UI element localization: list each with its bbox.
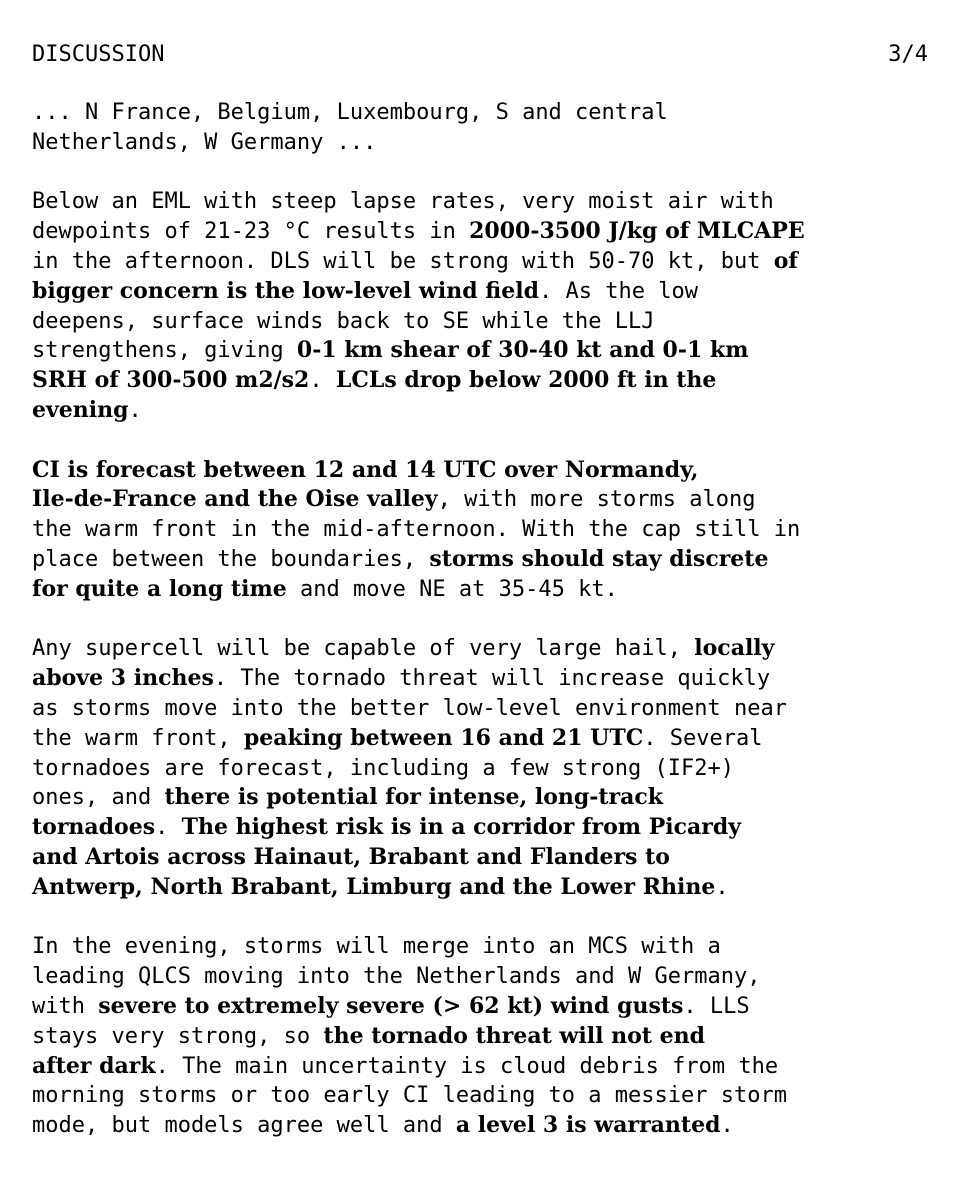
text-run: place between the boundaries, bbox=[32, 546, 430, 572]
text-line bbox=[32, 277, 932, 307]
bold-text: LCLs drop below 2000 ft in the bbox=[335, 367, 717, 394]
text-run: dewpoints of 21-23 °C results in bbox=[32, 219, 470, 245]
text-line bbox=[32, 1111, 932, 1141]
text-line bbox=[32, 545, 932, 575]
text-line bbox=[32, 1081, 932, 1111]
text-run: with bbox=[32, 993, 99, 1019]
text-line bbox=[32, 724, 932, 754]
text-run: morning storms or too early CI leading to a messier storm bbox=[32, 1083, 787, 1109]
bold-text: there is potential for intense, long-track bbox=[164, 784, 664, 811]
text-run: leading QLCS moving into the Netherlands and W Germany, bbox=[32, 964, 761, 990]
text-line bbox=[32, 128, 932, 158]
bold-text: bigger concern is the low-level wind field bbox=[32, 277, 539, 304]
bold-text: the tornado threat will not end bbox=[323, 1022, 705, 1049]
text-line bbox=[32, 247, 932, 277]
bold-text: storms should stay discrete bbox=[429, 545, 769, 572]
text-run: Any supercell will be capable of very large hail, bbox=[32, 636, 695, 662]
text-run: stays very strong, so bbox=[32, 1023, 324, 1049]
text-line bbox=[32, 456, 932, 486]
bold-text: severe to extremely severe (> 62 kt) wind gusts bbox=[98, 992, 684, 1019]
text-run: . bbox=[720, 1113, 734, 1139]
page-number: 3/4 bbox=[888, 42, 928, 67]
bold-text: after dark bbox=[32, 1052, 156, 1079]
bold-text: CI is forecast between 12 and 14 UTC over Normandy, bbox=[32, 456, 699, 483]
text-run: . bbox=[155, 815, 182, 841]
text-line bbox=[32, 98, 932, 128]
text-line bbox=[32, 962, 932, 992]
text-line bbox=[32, 694, 932, 724]
text-run: . bbox=[715, 874, 729, 900]
text-run: . As the low bbox=[539, 278, 698, 304]
text-run: ... N France, Belgium, Luxembourg, S and central bbox=[32, 100, 668, 125]
bold-text: above 3 inches bbox=[32, 665, 214, 692]
bold-text: a level 3 is warranted bbox=[455, 1112, 721, 1139]
text-run: . bbox=[128, 397, 142, 423]
text-run: , with more storms along bbox=[437, 487, 756, 513]
text-line bbox=[32, 485, 932, 515]
bold-text: for quite a long time bbox=[32, 575, 287, 602]
text-run: In the evening, storms will merge into an MCS with a bbox=[32, 934, 721, 960]
text-line bbox=[32, 634, 932, 664]
text-line bbox=[32, 1052, 932, 1082]
discussion-body bbox=[32, 98, 932, 1171]
text-run: and move NE at 35-45 kt. bbox=[286, 576, 618, 602]
bold-text: 2000-3500 J/kg of MLCAPE bbox=[469, 218, 805, 245]
text-run: deepens, surface winds back to SE while the LLJ bbox=[32, 308, 655, 334]
text-line bbox=[32, 187, 932, 217]
text-run: mode, but models agree well and bbox=[32, 1113, 456, 1139]
text-line bbox=[32, 813, 932, 843]
text-run: . bbox=[309, 368, 336, 394]
text-line bbox=[32, 515, 932, 545]
text-line bbox=[32, 1022, 932, 1052]
text-line bbox=[32, 336, 932, 366]
bold-text: evening bbox=[32, 396, 129, 423]
text-run: . LLS bbox=[683, 993, 750, 1019]
text-line bbox=[32, 664, 932, 694]
text-run: Netherlands, W Germany ... bbox=[32, 129, 377, 155]
text-line bbox=[32, 992, 932, 1022]
text-line bbox=[32, 873, 932, 903]
text-run: . The main uncertainty is cloud debris from the bbox=[155, 1053, 779, 1079]
bold-text: Ile-de-France and the Oise valley bbox=[32, 486, 438, 513]
text-run: strengthens, giving bbox=[32, 338, 297, 364]
text-line bbox=[32, 843, 932, 873]
text-line bbox=[32, 783, 932, 813]
text-run: Below an EML with steep lapse rates, very moist air with bbox=[32, 189, 774, 215]
text-line bbox=[32, 754, 932, 784]
text-line bbox=[32, 575, 932, 605]
text-run: . The tornado threat will increase quickly bbox=[213, 666, 771, 692]
paragraph bbox=[32, 932, 932, 1141]
text-run: the warm front in the mid-afternoon. With the cap still in bbox=[32, 517, 801, 543]
bold-text: 0-1 km shear of 30-40 kt and 0-1 km bbox=[296, 337, 749, 364]
text-run: as storms move into the better low-level environment near bbox=[32, 695, 787, 721]
text-run: ones, and bbox=[32, 785, 165, 811]
bold-text: peaking between 16 and 21 UTC bbox=[243, 724, 644, 751]
text-line bbox=[32, 217, 932, 247]
bold-text: SRH of 300-500 m2/s2 bbox=[32, 367, 310, 394]
text-line bbox=[32, 307, 932, 337]
bold-text: locally bbox=[694, 635, 775, 662]
page-header bbox=[32, 40, 928, 70]
text-line bbox=[32, 932, 932, 962]
paragraph bbox=[32, 634, 932, 902]
text-run: tornadoes are forecast, including a few strong (IF2+) bbox=[32, 755, 734, 781]
paragraph bbox=[32, 456, 932, 605]
text-line bbox=[32, 366, 932, 396]
paragraph bbox=[32, 98, 932, 158]
section-title: DISCUSSION bbox=[32, 42, 165, 67]
bold-text: tornadoes bbox=[32, 814, 156, 841]
paragraph bbox=[32, 187, 932, 425]
bold-text: Antwerp, North Brabant, Limburg and the Lower Rhine bbox=[32, 873, 716, 900]
text-run: the warm front, bbox=[32, 725, 244, 751]
text-line bbox=[32, 396, 932, 426]
text-run: . Several bbox=[643, 725, 763, 751]
bold-text: and Artois across Hainaut, Brabant and Flanders to bbox=[32, 843, 670, 870]
bold-text: The highest risk is in a corridor from Picardy bbox=[181, 814, 742, 841]
text-run: in the afternoon. DLS will be strong with 50-70 kt, but bbox=[32, 248, 774, 274]
bold-text: of bbox=[773, 247, 798, 274]
